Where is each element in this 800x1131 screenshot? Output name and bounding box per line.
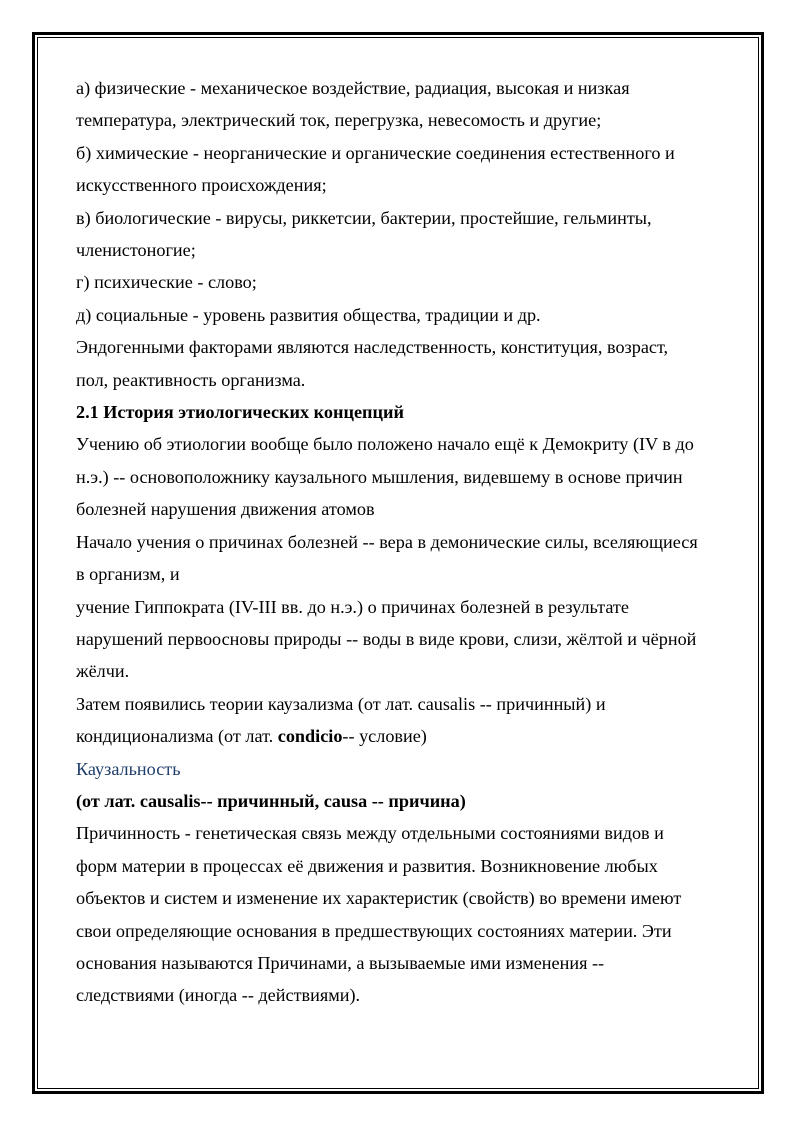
text-line: учение Гиппократа (IV-III вв. до н.э.) о причинах болезней в результате (76, 596, 629, 617)
text-line: б) химические - неорганические и органические соединения естественного и (76, 142, 675, 163)
text-line: следствиями (иногда -- действиями). (76, 985, 361, 1006)
text-line: температура, электрический ток, перегрузка, невесомость и другие; (76, 110, 602, 131)
text-line: Начало учения о причинах болезней -- вера в демонические силы, вселяющиеся (76, 531, 698, 552)
condicio-prefix: кондиционализма (от лат. (76, 726, 278, 747)
text-line: жёлчи. (76, 661, 130, 682)
text-line: искусственного происхождения; (76, 175, 327, 196)
text-line: Учению об этиологии вообще было положено начало ещё к Демокриту (IV в до (76, 434, 694, 455)
condicio-line (76, 720, 736, 752)
condicio-suffix: -- условие) (342, 726, 427, 747)
text-line: а) физические - механическое воздействие, радиация, высокая и низкая (76, 78, 630, 98)
document-body (76, 72, 736, 1012)
text-line: в организм, и (76, 564, 180, 585)
text-line: основания называются Причинами, а вызываемые ими изменения -- (76, 952, 605, 973)
text-line: нарушений первоосновы природы -- воды в виде крови, слизи, жёлтой и чёрной (76, 628, 697, 649)
text-line: пол, реактивность организма. (76, 369, 306, 390)
section-heading: 2.1 История этиологических концепций (76, 402, 404, 423)
text-line: объектов и систем и изменение их характеристик (свойств) во времени имеют (76, 888, 682, 909)
text-line: Причинность - генетическая связь между отдельными состояниями видов и (76, 823, 664, 844)
causality-subheading: (от лат. causalis-- причинный, causa -- причина) (76, 790, 466, 811)
text-line: свои определяющие основания в предшествующих состояниях материи. Эти (76, 920, 672, 941)
text-line: болезней нарушения движения атомов (76, 499, 375, 520)
condicio-term: condicio (277, 726, 343, 747)
text-line: д) социальные - уровень развития общества, традиции и др. (76, 304, 541, 325)
text-line: н.э.) -- основоположнику каузального мышления, видевшему в основе причин (76, 466, 683, 487)
causality-heading: Каузальность (76, 758, 181, 779)
text-line: Затем появились теории каузализма (от лат. causalis -- причинный) и (76, 693, 606, 714)
text-line: г) психические - слово; (76, 272, 257, 293)
text-line: форм материи в процессах её движения и развития. Возникновение любых (76, 855, 658, 876)
text-line: Эндогенными факторами являются наследственность, конституция, возраст, (76, 337, 669, 358)
text-line: членистоногие; (76, 240, 196, 261)
text-line: в) биологические - вирусы, риккетсии, бактерии, простейшие, гельминты, (76, 207, 652, 228)
